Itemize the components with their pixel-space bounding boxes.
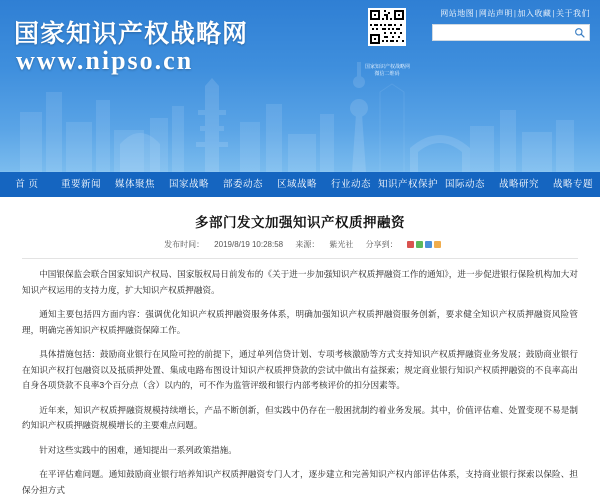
qr-caption-line2: 微信二维码: [374, 71, 400, 77]
share-weibo-icon[interactable]: [407, 241, 414, 248]
article-container: [0, 197, 600, 495]
publish-time-value: 2019/8/19 10:28:58: [214, 240, 284, 249]
qr-caption: [365, 64, 409, 78]
nav-item-regional-strategy[interactable]: 区域战略: [276, 179, 317, 190]
share-qq-icon[interactable]: [425, 241, 432, 248]
main-navigation: [0, 172, 600, 197]
nav-item-national-strategy[interactable]: 国家战略: [168, 179, 209, 190]
search-button[interactable]: [569, 25, 589, 40]
top-utility-links: [440, 8, 590, 19]
qr-caption-line1: 国家知识产权战略网: [365, 64, 411, 70]
article-meta: [22, 239, 578, 250]
share-wechat-icon[interactable]: [416, 241, 423, 248]
nav-item-ip-protection[interactable]: 知识产权保护: [378, 179, 439, 190]
nav-item-media-focus[interactable]: 媒体聚焦: [114, 179, 155, 190]
article-title: 多部门发文加强知识产权质押融资: [195, 215, 405, 230]
top-link-favorites[interactable]: 加入收藏: [517, 9, 552, 18]
search-box[interactable]: [432, 24, 590, 41]
article-paragraph-5: 针对这些实践中的困难，通知提出一系列政策措施。: [39, 444, 237, 455]
nav-item-ministry-news[interactable]: 部委动态: [222, 179, 263, 190]
article-body: [22, 267, 578, 498]
top-link-about[interactable]: 关于我们: [556, 9, 590, 18]
article-paragraph-1: 中国银保监会联合国家知识产权局、国家版权局日前发布的《关于进一步加强知识产权质押融资工作的通知》，进一步促进银行保险机构加大对知识产权运用的支持力度，扩大知识产权质押融资。: [22, 269, 578, 295]
site-url: www.nipso.cn: [16, 46, 194, 75]
nav-item-special-topics[interactable]: 战略专题: [553, 179, 594, 190]
nav-item-home[interactable]: 首 页: [15, 179, 39, 190]
link-separator-1: |: [475, 9, 478, 18]
nav-item-important-news[interactable]: 重要新闻: [60, 179, 101, 190]
publish-time-label: 发布时间：: [164, 240, 205, 249]
nav-item-strategy-research[interactable]: 战略研究: [499, 179, 540, 190]
nav-item-international[interactable]: 国际动态: [445, 179, 486, 190]
top-link-statement[interactable]: 网站声明: [478, 9, 513, 18]
share-icons: [407, 241, 441, 248]
site-title: 国家知识产权战略网: [14, 19, 249, 48]
qr-code-block: [365, 8, 409, 78]
article-paragraph-6: 在平评估难问题。通知鼓励商业银行培养知识产权质押融资专门人才，逐步建立和完善知识产权内部评估体系，支持商业银行探索以保险、担保分担方式: [22, 469, 578, 495]
article-paragraph-4: 近年来，知识产权质押融资规模持续增长，产品不断创新，但实践中仍存在一般困扰制约着业务发展。其中，价值评估难、处置变现不易是制约知识产权质押融资规模增长的主要难点问题。: [22, 404, 578, 430]
article-paragraph-2: 通知主要包括四方面内容：强调优化知识产权质押融资服务体系，明确加强知识产权质押融资服务创新，要求健全知识产权质押融资风险管理，明确完善知识产权质押融资保障工作。: [22, 309, 578, 335]
source-value: 紫光社: [329, 240, 354, 249]
share-label: 分享到：: [365, 240, 398, 249]
link-separator-2: |: [513, 9, 517, 18]
search-input[interactable]: [433, 25, 569, 40]
qr-code-image: [368, 8, 406, 46]
top-link-sitemap[interactable]: 网站地图: [440, 9, 475, 18]
share-qzone-icon[interactable]: [434, 241, 441, 248]
article-paragraph-3: 具体措施包括：鼓励商业银行在风险可控的前提下，通过单列信贷计划、专项考核激励等方式支持知识产权质押融资业务发展；鼓励商业银行在知识产权打包融资以及抵质押处置、集成电路布图设计知识产权质押贷款的尝试中做出有益探索；规定商业银行知识产权质押融资的不良率高出自身各项贷款不良率3个百分点（含）以内的，可不作为监管评级和银行内部考核评价的扣分因素等。: [22, 349, 578, 390]
link-separator-3: |: [552, 9, 555, 18]
search-icon: [574, 27, 585, 38]
source-label: 来源：: [295, 240, 320, 249]
site-header: [0, 0, 600, 172]
nav-item-industry-news[interactable]: 行业动态: [330, 179, 371, 190]
article-divider: [22, 258, 578, 259]
